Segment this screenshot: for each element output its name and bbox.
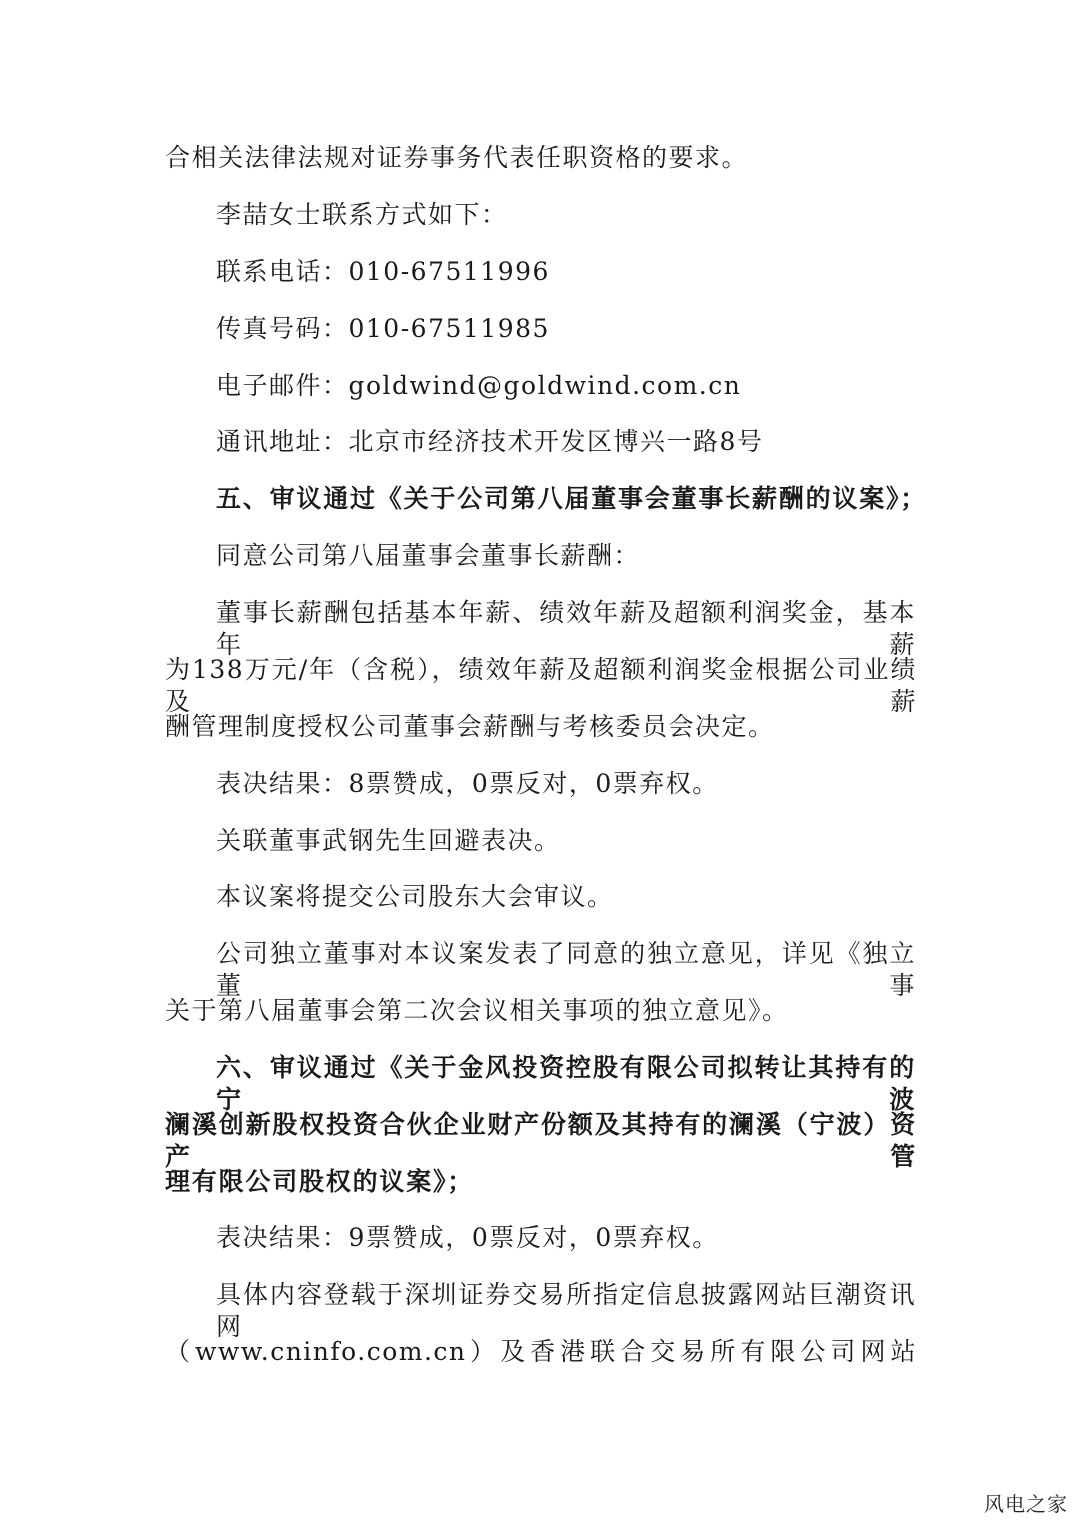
section-heading: 澜溪创新股权投资合伙企业财产份额及其持有的澜溪（宁波）资产管	[165, 1110, 917, 1171]
paragraph-line: 董事长薪酬包括基本年薪、绩效年薪及超额利润奖金，基本年薪	[216, 598, 916, 659]
contact-phone: 联系电话：010-67511996	[216, 257, 550, 286]
paragraph-line: 酬管理制度授权公司董事会薪酬与考核委员会决定。	[165, 712, 775, 741]
section-heading: 六、审议通过《关于金风投资控股有限公司拟转让其持有的宁波	[216, 1053, 916, 1114]
vote-result: 表决结果：8票赞成，0票反对，0票弃权。	[216, 769, 719, 798]
section-heading: 五、审议通过《关于公司第八届董事会董事长薪酬的议案》；	[216, 484, 928, 513]
section-heading: 理有限公司股权的议案》；	[165, 1167, 475, 1196]
paragraph-line: 公司独立董事对本议案发表了同意的独立意见，详见《独立董事	[216, 939, 916, 1000]
paragraph-line: 本议案将提交公司股东大会审议。	[216, 882, 614, 911]
contact-fax: 传真号码：010-67511985	[216, 314, 550, 343]
paragraph-line: 关联董事武钢先生回避表决。	[216, 826, 561, 855]
paragraph-line: 合相关法律法规对证券事务代表任职资格的要求。	[165, 143, 749, 172]
paragraph-line: 关于第八届董事会第二次会议相关事项的独立意见》。	[165, 996, 789, 1025]
vote-result: 表决结果：9票赞成，0票反对，0票弃权。	[216, 1223, 719, 1252]
watermark: 风电之家	[984, 1492, 1068, 1516]
paragraph-line: 具体内容登载于深圳证券交易所指定信息披露网站巨潮资讯网	[216, 1280, 916, 1341]
paragraph-line: 同意公司第八届董事会董事长薪酬：	[216, 541, 641, 570]
paragraph-line: 为138万元/年（含税），绩效年薪及超额利润奖金根据公司业绩及薪	[165, 655, 917, 716]
paragraph-line: （www.cninfo.com.cn）及香港联合交易所有限公司网站	[165, 1337, 917, 1366]
contact-address: 通讯地址：北京市经济技术开发区博兴一路8号	[216, 427, 764, 456]
paragraph-line: 李喆女士联系方式如下：	[216, 200, 508, 229]
contact-email: 电子邮件：goldwind@goldwind.com.cn	[216, 371, 742, 400]
